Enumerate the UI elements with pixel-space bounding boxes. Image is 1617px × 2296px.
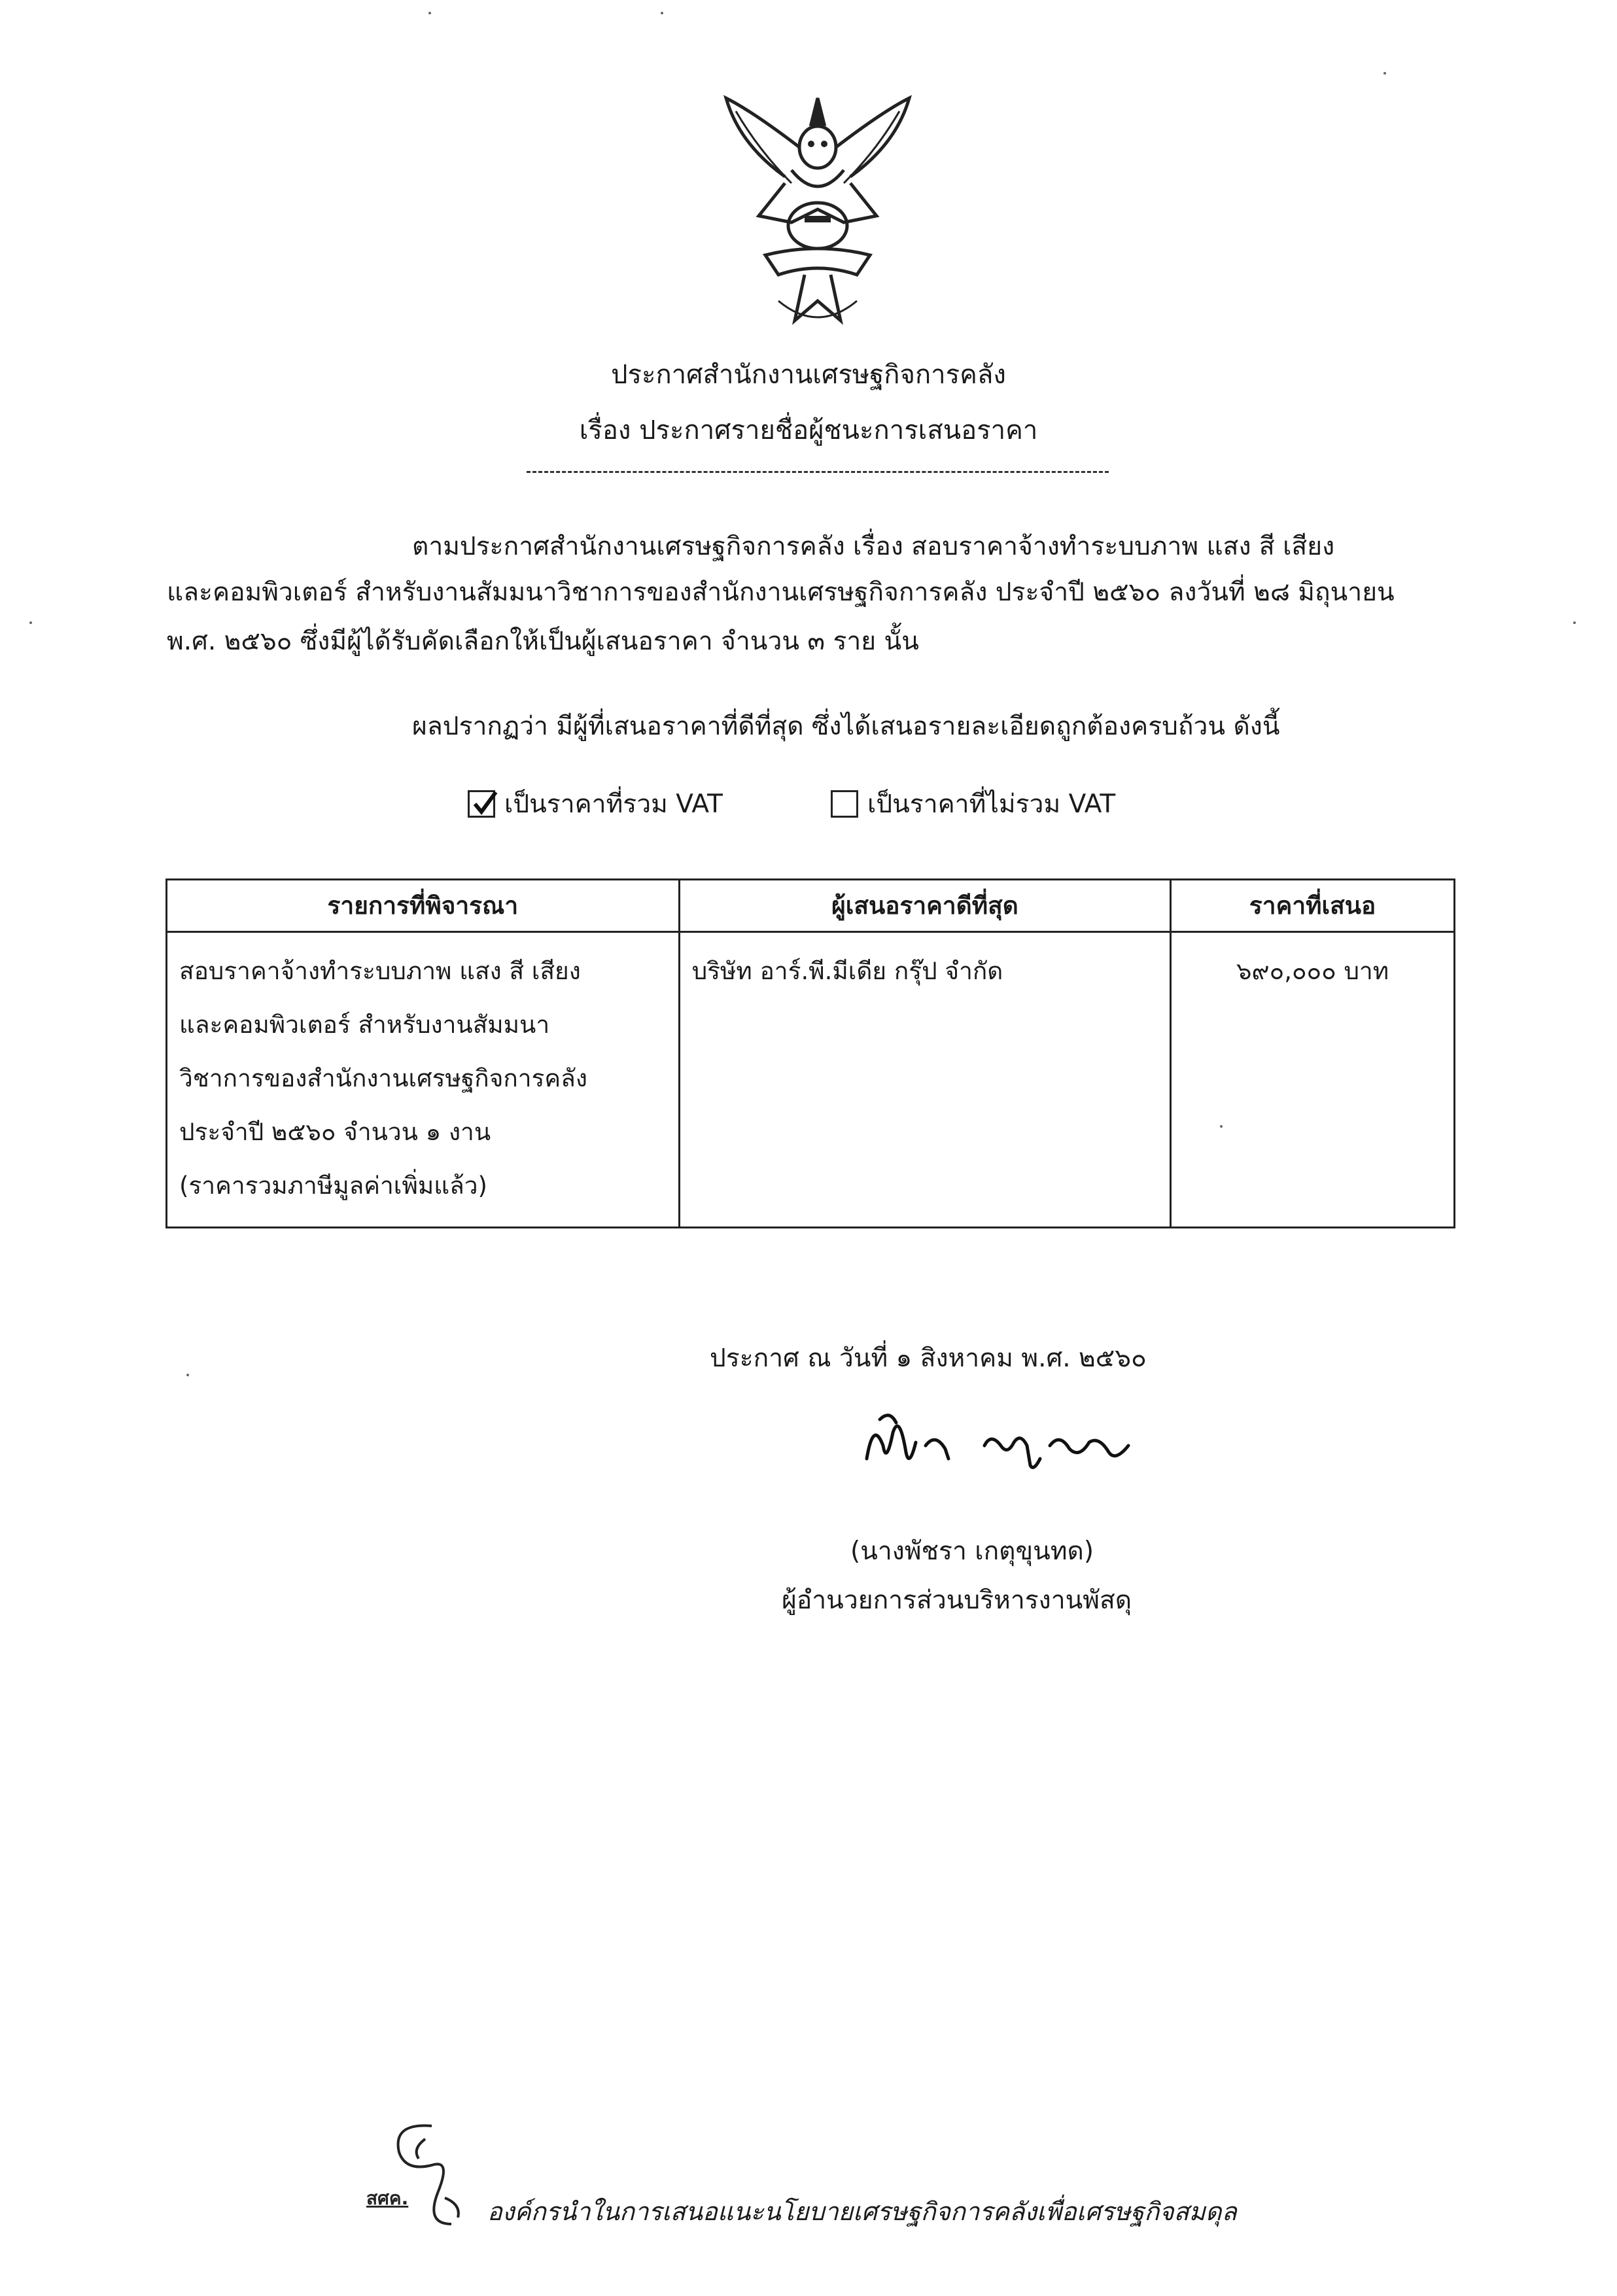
- award-table: [165, 878, 1455, 1228]
- unchecked-checkbox-icon: [831, 790, 858, 818]
- title-divider: [527, 471, 1109, 473]
- scan-speck: [1383, 72, 1386, 75]
- scan-speck: [1220, 1125, 1223, 1128]
- item-line: ประจำปี ๒๕๖๐ จำนวน ๑ งาน: [179, 1118, 491, 1146]
- header-bidder: ผู้เสนอราคาดีที่สุด: [679, 880, 1170, 932]
- table-row: [167, 932, 1455, 1228]
- signer-name: (นางพัชรา เกตุขุนทด): [850, 1537, 1094, 1566]
- header-item: รายการที่พิจารณา: [167, 880, 680, 932]
- item-line: (ราคารวมภาษีมูลค่าเพิ่มแล้ว): [179, 1172, 487, 1200]
- document-subject: เรื่อง ประกาศรายชื่อผู้ชนะการเสนอราคา: [579, 415, 1038, 445]
- scan-speck: [29, 621, 32, 624]
- price-cell: ๖๙๐,๐๐๐ บาท: [1171, 932, 1455, 1228]
- scan-speck: [661, 12, 663, 14]
- intro-paragraph-line-1: ตามประกาศสำนักงานเศรษฐกิจการคลัง เรื่อง สอบราคาจ้างทำระบบภาพ แสง สี เสียง: [412, 532, 1335, 561]
- header-price: ราคาที่เสนอ: [1171, 880, 1455, 932]
- scan-speck: [428, 12, 431, 14]
- vat-include-option: [468, 784, 723, 824]
- signature: [854, 1406, 1148, 1478]
- bidder-cell: บริษัท อาร์.พี.มีเดีย กรุ๊ป จำกัด: [679, 932, 1170, 1228]
- result-paragraph: ผลปรากฏว่า มีผู้ที่เสนอราคาที่ดีที่สุด ซึ่งได้เสนอรายละเอียดถูกต้องครบถ้วน ดังนี้: [412, 712, 1280, 741]
- logo-text: สศค.: [366, 2187, 409, 2209]
- item-line: สอบราคาจ้างทำระบบภาพ แสง สี เสียง: [179, 957, 581, 985]
- document-title: ประกาศสำนักงานเศรษฐกิจการคลัง: [611, 360, 1006, 390]
- garuda-emblem: [706, 85, 929, 334]
- scan-speck: [1573, 621, 1576, 624]
- vat-exclude-option: [831, 784, 1115, 824]
- item-line: วิชาการของสำนักงานเศรษฐกิจการคลัง: [179, 1064, 587, 1092]
- intro-paragraph-line-2: และคอมพิวเตอร์ สำหรับงานสัมมนาวิชาการของสำนักงานเศรษฐกิจการคลัง ประจำปี ๒๕๖๐ ลงวันที่ ๒๘ มิถุนายน: [167, 578, 1395, 607]
- intro-paragraph-line-3: พ.ศ. ๒๕๖๐ ซึ่งมีผู้ได้รับคัดเลือกให้เป็นผู้เสนอราคา จำนวน ๓ ราย นั้น: [167, 627, 919, 656]
- item-cell: [167, 932, 680, 1228]
- footer-slogan: องค์กรนำในการเสนอแนะนโยบายเศรษฐกิจการคลังเพื่อเศรษฐกิจสมดุล: [487, 2197, 1237, 2226]
- announcement-date: ประกาศ ณ วันที่ ๑ สิงหาคม พ.ศ. ๒๕๖๐: [710, 1344, 1147, 1373]
- checked-checkbox-icon: [468, 790, 495, 818]
- vat-exclude-label: เป็นราคาที่ไม่รวม VAT: [867, 790, 1116, 819]
- fpo-logo: [353, 2119, 471, 2231]
- signer-position: ผู้อำนวยการส่วนบริหารงานพัสดุ: [782, 1586, 1132, 1615]
- table-header-row: [167, 880, 1455, 932]
- vat-include-label: เป็นราคาที่รวม VAT: [504, 790, 723, 819]
- scan-speck: [186, 1374, 189, 1376]
- item-line: และคอมพิวเตอร์ สำหรับงานสัมมนา: [179, 1011, 550, 1039]
